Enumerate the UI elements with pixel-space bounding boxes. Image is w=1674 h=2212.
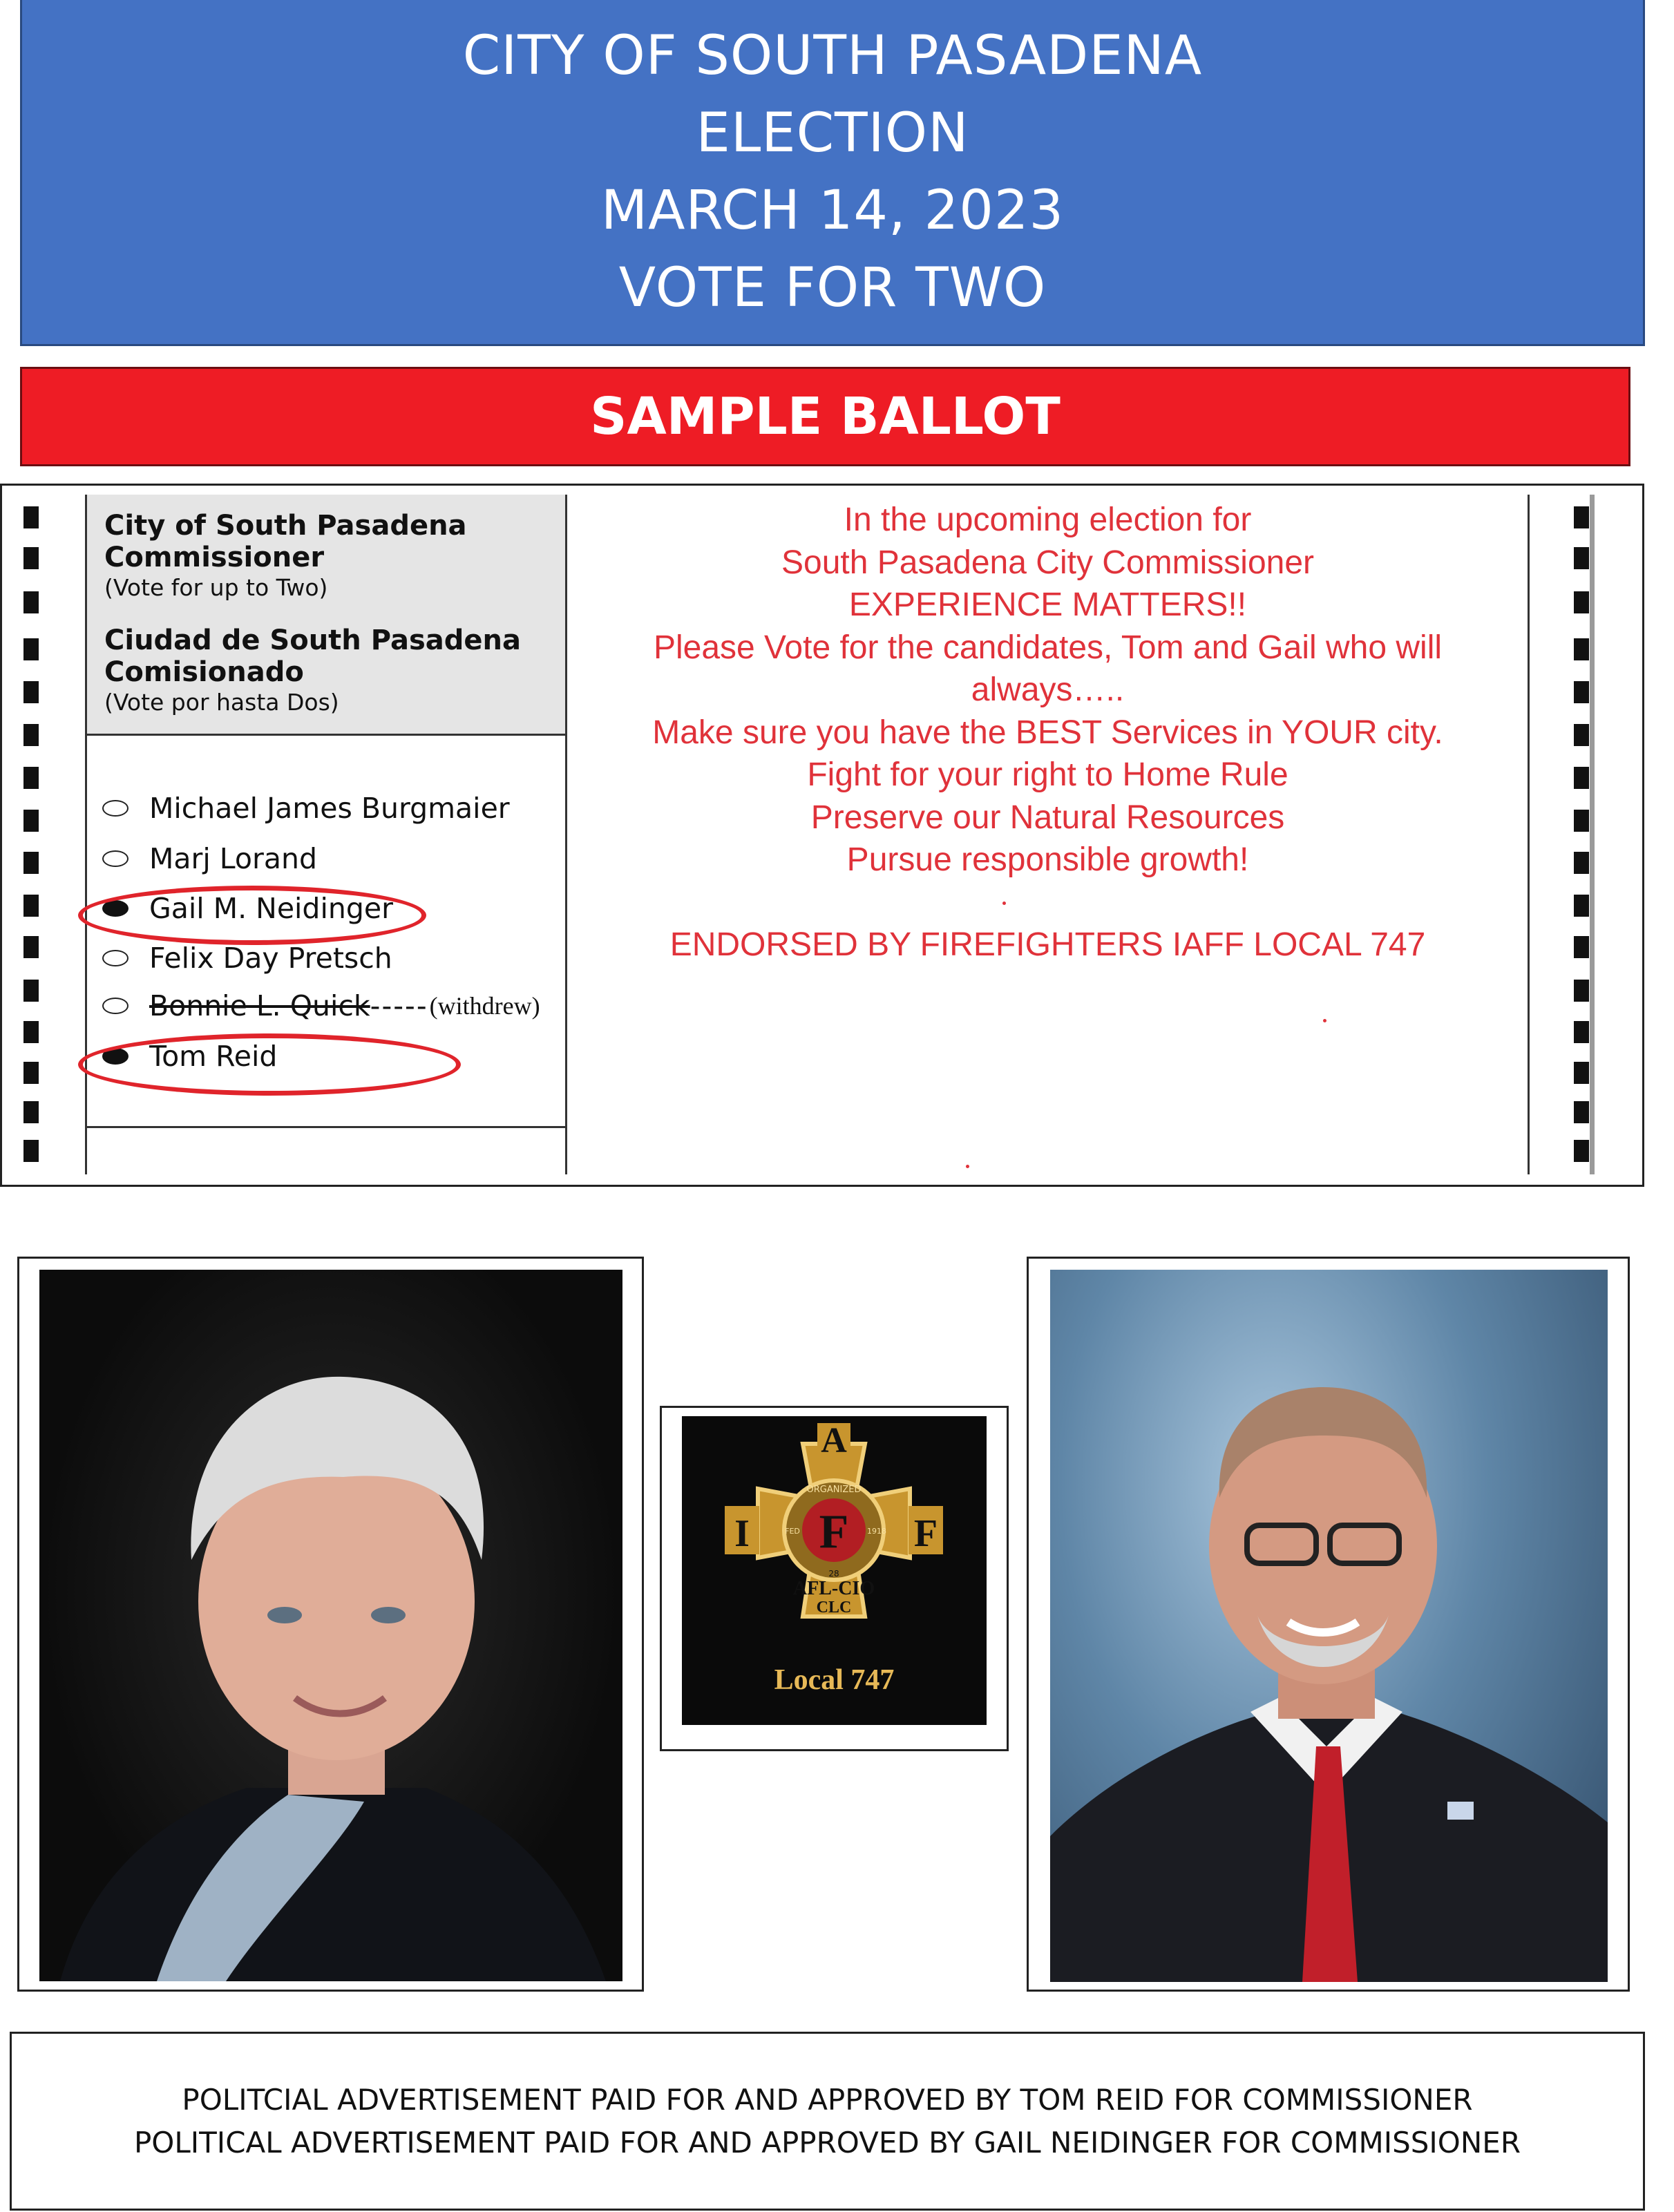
circle-mark-tom xyxy=(78,1033,461,1096)
portrait-illustration xyxy=(39,1270,622,1981)
contest-header xyxy=(87,495,565,736)
timing-mark xyxy=(23,1062,39,1084)
contest-instruction-es: (Vote por hasta Dos) xyxy=(104,689,339,716)
timing-mark xyxy=(1574,638,1589,660)
timing-mark xyxy=(23,1021,39,1043)
timing-mark xyxy=(1574,547,1589,569)
ballot-edge-strip xyxy=(1590,495,1595,1174)
ballot-column-divider xyxy=(565,495,567,1174)
timing-mark xyxy=(1574,1101,1589,1123)
contest-title-es: Ciudad de South Pasadena xyxy=(104,624,521,656)
message-line: Fight for your right to Home Rule xyxy=(807,756,1288,793)
candidate-photo-gail xyxy=(39,1270,622,1981)
stray-dot xyxy=(966,1165,969,1168)
logo-letter-a: A xyxy=(821,1421,847,1460)
logo-letter-i: I xyxy=(734,1512,750,1555)
logo-letter-f: F xyxy=(913,1512,938,1555)
candidate-name: Felix Day Pretsch xyxy=(149,942,392,975)
candidate-row[interactable] xyxy=(102,789,510,828)
message-line: Pursue responsible growth! xyxy=(846,841,1249,878)
timing-mark xyxy=(1574,895,1589,917)
disclaimer-line-tom: POLITCIAL ADVERTISEMENT PAID FOR AND APPROVED BY TOM REID FOR COMMISSIONER xyxy=(182,2082,1473,2117)
vote-oval xyxy=(102,998,129,1014)
logo-local-label: Local 747 xyxy=(774,1664,895,1696)
timing-mark xyxy=(23,591,39,613)
message-line: South Pasadena City Commissioner xyxy=(781,544,1315,581)
logo-ring-right: 1918 xyxy=(867,1527,886,1536)
timing-mark xyxy=(23,1140,39,1162)
timing-mark xyxy=(1574,681,1589,703)
timing-mark xyxy=(1574,810,1589,832)
message-line: Make sure you have the BEST Services in YOUR city. xyxy=(652,714,1443,751)
timing-mark xyxy=(1574,724,1589,746)
contest-office-es: Comisionado xyxy=(104,656,304,688)
timing-mark xyxy=(1574,1021,1589,1043)
flag-pin-icon xyxy=(1447,1802,1474,1820)
contest-instruction-en: (Vote for up to Two) xyxy=(104,574,328,601)
vote-oval[interactable] xyxy=(102,850,129,867)
stray-dot xyxy=(1323,1019,1326,1022)
logo-affiliation-2: CLC xyxy=(816,1599,852,1617)
timing-mark xyxy=(1574,1140,1589,1162)
message-line: In the upcoming election for xyxy=(844,502,1252,538)
candidate-name: Gail M. Neidinger xyxy=(149,892,393,925)
timing-mark xyxy=(1574,506,1589,528)
timing-mark xyxy=(1574,767,1589,789)
timing-mark xyxy=(23,638,39,660)
vote-oval[interactable] xyxy=(102,950,129,966)
contest-office-en: Commissioner xyxy=(104,542,325,573)
candidate-name: Marj Lorand xyxy=(149,842,317,875)
timing-mark xyxy=(23,547,39,569)
ballot-column-divider xyxy=(1528,495,1530,1174)
withdrew-note: (withdrew) xyxy=(429,992,540,1020)
candidate-name: Tom Reid xyxy=(149,1040,278,1073)
timing-mark xyxy=(23,681,39,703)
timing-mark xyxy=(1574,980,1589,1002)
timing-mark xyxy=(23,724,39,746)
sample-ballot-banner: SAMPLE BALLOT xyxy=(20,367,1630,466)
vote-oval[interactable] xyxy=(102,800,129,817)
circle-mark-gail xyxy=(78,886,426,945)
iaff-logo xyxy=(682,1416,987,1725)
logo-letter-f-center: F xyxy=(819,1505,849,1558)
logo-number: 28 xyxy=(828,1569,839,1579)
candidate-name: Bonnie L. Quick xyxy=(149,989,370,1022)
timing-mark xyxy=(1574,1062,1589,1084)
contest-title-en: City of South Pasadena xyxy=(104,510,467,542)
header-line-election: ELECTION xyxy=(696,102,969,164)
strike-dashes: ----- xyxy=(370,989,428,1022)
message-line: EXPERIENCE MATTERS!! xyxy=(848,587,1247,623)
timing-mark xyxy=(23,980,39,1002)
timing-mark xyxy=(1574,936,1589,958)
timing-mark xyxy=(1574,852,1589,874)
timing-mark xyxy=(23,767,39,789)
header-line-vote-for-two: VOTE FOR TWO xyxy=(618,257,1047,319)
message-line: Please Vote for the candidates, Tom and Gail who will xyxy=(653,629,1443,666)
message-line: always….. xyxy=(971,671,1125,708)
campaign-message xyxy=(568,499,1528,881)
election-header xyxy=(20,0,1645,346)
candidate-name: Michael James Burgmaier xyxy=(149,792,510,825)
timing-mark xyxy=(23,1101,39,1123)
endorsement-line: ENDORSED BY FIREFIGHTERS IAFF LOCAL 747 xyxy=(669,926,1426,963)
timing-mark xyxy=(1574,591,1589,613)
logo-ring-top: ORGANIZED xyxy=(806,1485,862,1495)
candidate-photo-tom xyxy=(1050,1270,1608,1982)
portrait-illustration xyxy=(1050,1270,1608,1982)
stray-dot xyxy=(1002,902,1006,905)
logo-affiliation-1: AFL-CIO xyxy=(792,1578,875,1599)
ballot-contest-end-line xyxy=(87,1126,565,1128)
logo-ring-left: FED xyxy=(785,1527,800,1536)
timing-mark xyxy=(23,506,39,528)
disclaimer-line-gail: POLITICAL ADVERTISEMENT PAID FOR AND APPROVED BY GAIL NEIDINGER FOR COMMISSIONER xyxy=(133,2125,1521,2159)
disclaimer-footer xyxy=(10,2032,1645,2211)
candidate-row[interactable] xyxy=(102,839,317,878)
timing-mark xyxy=(23,936,39,958)
timing-mark xyxy=(23,852,39,874)
message-line: Preserve our Natural Resources xyxy=(810,799,1285,836)
header-line-city: CITY OF SOUTH PASADENA xyxy=(462,25,1203,87)
timing-mark xyxy=(23,895,39,917)
header-line-date: MARCH 14, 2023 xyxy=(600,180,1065,242)
timing-mark xyxy=(23,810,39,832)
candidate-row-withdrawn xyxy=(102,986,540,1025)
